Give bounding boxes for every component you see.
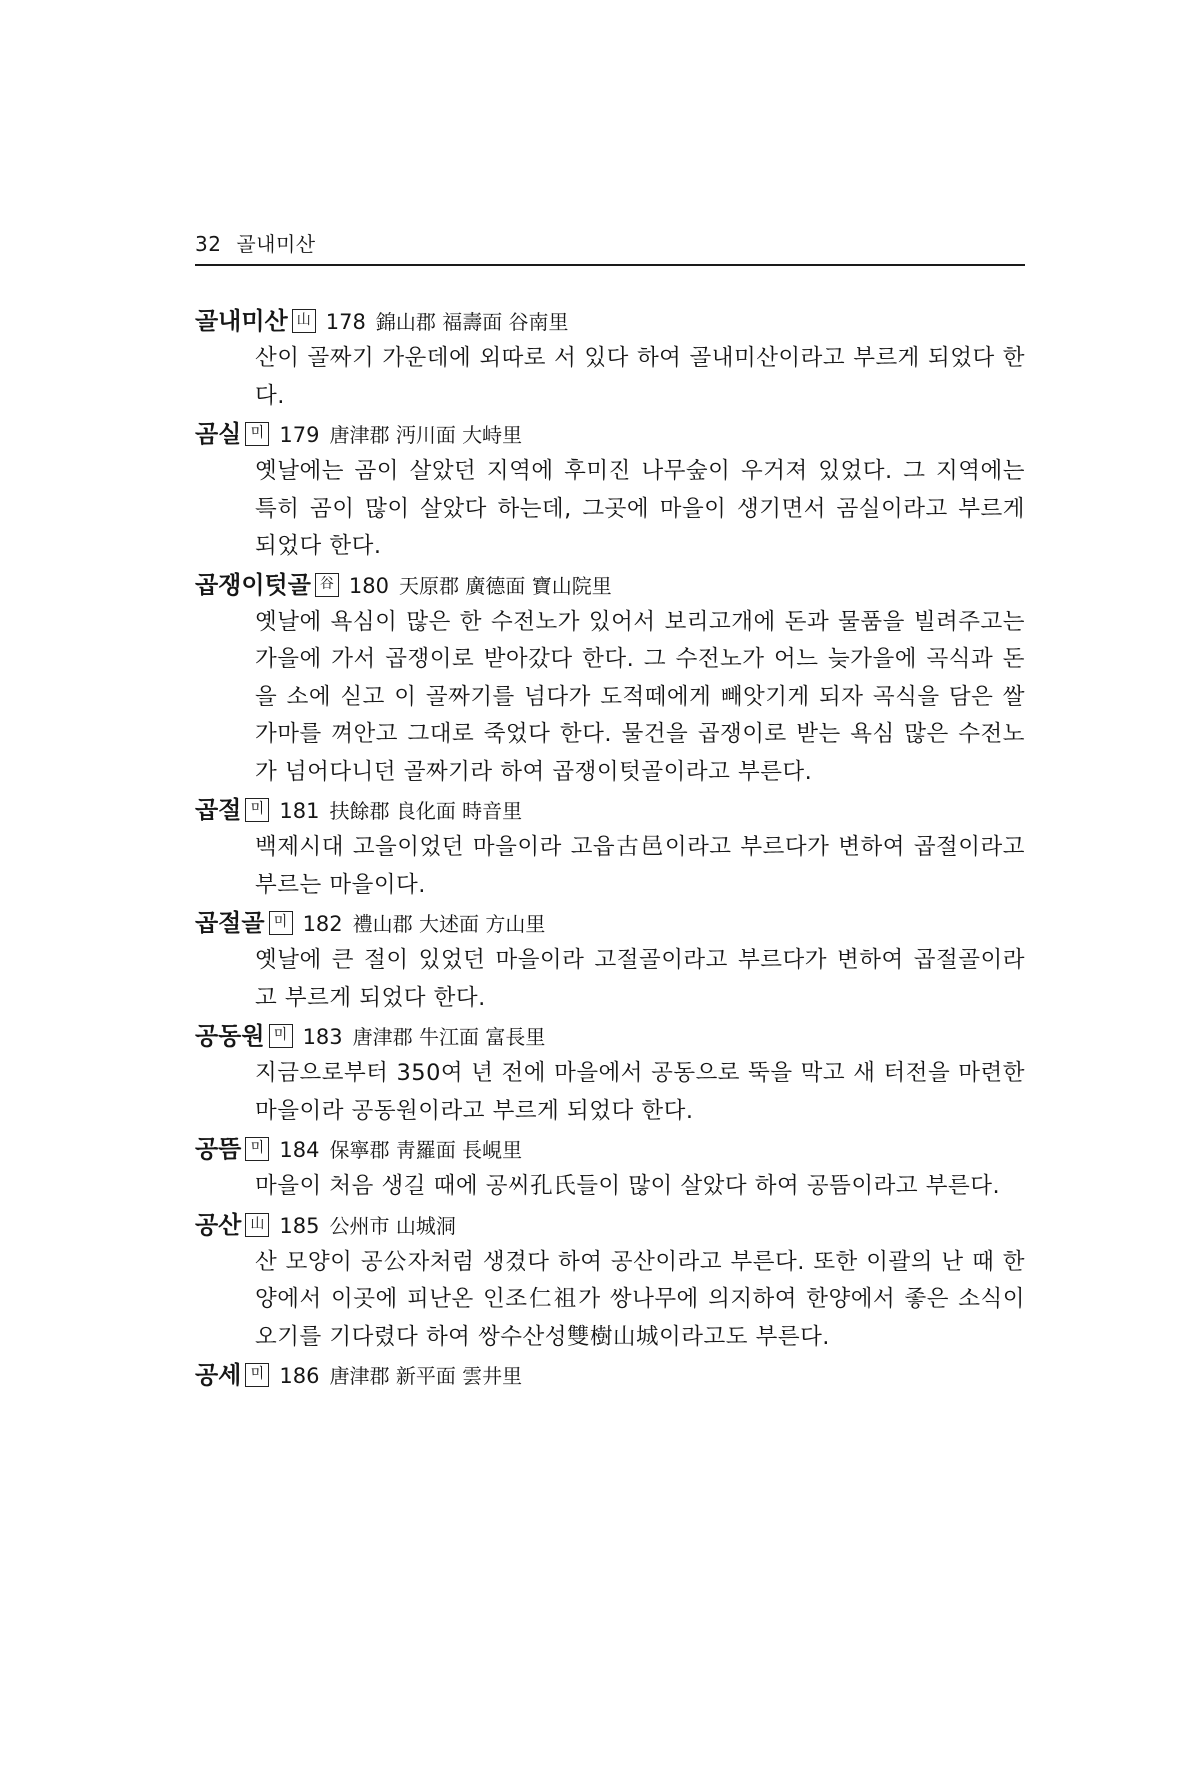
entry-headline (195, 302, 1035, 340)
entry-term: 곰실 (195, 420, 242, 448)
entry-description: 옛날에는 곰이 살았던 지역에 후미진 나무숲이 우거져 있었다. 그 지역에는 특히 곰이 많이 살았다 하는데, 그곳에 마을이 생기면서 곰실이라고 부르게 되었다 한다. (255, 458, 1025, 559)
dictionary-entry (195, 1206, 1035, 1357)
entry-number: 185 (279, 1213, 320, 1238)
dictionary-entry (195, 1130, 1035, 1206)
entry-description: 산이 골짜기 가운데에 외따로 서 있다 하여 골내미산이라고 부르게 되었다 한다. (255, 345, 1025, 409)
entry-list (195, 302, 1035, 1394)
entry-location: 禮山郡 大述面 方山里 (352, 912, 546, 936)
header-rule (195, 264, 1025, 266)
entry-number: 183 (302, 1025, 343, 1049)
category-mark: 미 (245, 1137, 269, 1161)
entry-number: 181 (279, 799, 320, 823)
entry-location: 唐津郡 新平面 雲井里 (329, 1364, 523, 1388)
entry-location: 唐津郡 牛江面 富長里 (352, 1025, 546, 1049)
entry-number: 178 (325, 310, 366, 334)
entry-description: 백제시대 고을이었던 마을이라 고읍古邑이라고 부르다가 변하여 곱절이라고 부르는 마을이다. (255, 834, 1025, 898)
category-mark: 미 (245, 1363, 269, 1387)
dictionary-entry (195, 302, 1035, 415)
entry-description: 지금으로부터 350여 년 전에 마을에서 공동으로 뚝을 막고 새 터전을 마련한 마을이라 공동원이라고 부르게 되었다 한다. (255, 1060, 1025, 1124)
entry-headline (195, 904, 1035, 942)
entry-location: 公州市 山城洞 (329, 1213, 456, 1238)
entry-location: 保寧郡 靑羅面 長峴里 (329, 1138, 523, 1162)
entry-headline (195, 415, 1035, 453)
running-head (195, 228, 316, 257)
category-mark: 谷 (315, 573, 339, 597)
entry-term: 공동원 (195, 1022, 265, 1050)
entry-description: 옛날에 큰 절이 있었던 마을이라 고절골이라고 부르다가 변하여 곱절골이라고 부르게 되었다 한다. (255, 947, 1025, 1011)
entry-term: 공산 (195, 1210, 242, 1239)
entry-number: 180 (348, 573, 390, 598)
category-mark: 미 (269, 1024, 293, 1048)
entry-term: 곱쟁이텃골 (195, 570, 311, 599)
entry-term: 골내미산 (195, 307, 288, 335)
dictionary-entry (195, 1356, 1035, 1394)
entry-description: 옛날에 욕심이 많은 한 수전노가 있어서 보리고개에 돈과 물품을 빌려주고는 가을에 가서 곱쟁이로 받아갔다 한다. 그 수전노가 어느 늦가을에 곡식과 돈을 소에 싣고 이 골짜기를 넘다가 도적떼에게 빼앗기게 되자 곡식을 담은 쌀가마를 껴안고 그대로 죽었다 한다. 물건을 곱쟁이로 받는 욕심 많은 수전노가 넘어다니던 골짜기라 하여 곱쟁이텃골이라고 부른다. (255, 608, 1025, 785)
category-mark: 미 (245, 798, 269, 822)
entry-number: 184 (279, 1138, 320, 1162)
entry-headline (195, 1206, 1035, 1244)
dictionary-entry (195, 566, 1035, 792)
entry-headline (195, 791, 1035, 829)
entry-headline (195, 1017, 1035, 1055)
entry-number: 182 (302, 912, 343, 936)
entry-headline (195, 1130, 1035, 1168)
entry-location: 扶餘郡 良化面 時音里 (329, 799, 523, 823)
category-mark: 미 (269, 911, 293, 935)
entry-location: 唐津郡 沔川面 大峙里 (329, 423, 523, 447)
entry-location: 天原郡 廣德面 寶山院里 (399, 573, 612, 598)
entry-number: 186 (279, 1364, 320, 1388)
entry-term: 곱절골 (195, 909, 265, 937)
entry-term: 공뜸 (195, 1135, 242, 1163)
entry-location: 錦山郡 福壽面 谷南里 (375, 310, 569, 334)
running-title: 골내미산 (236, 232, 316, 256)
entry-number: 179 (279, 423, 320, 447)
dictionary-entry (195, 904, 1035, 1017)
entry-description: 마을이 처음 생길 때에 공씨孔氏들이 많이 살았다 하여 공뜸이라고 부른다. (255, 1173, 1001, 1199)
dictionary-entry (195, 791, 1035, 904)
entry-headline (195, 1356, 1035, 1394)
entry-description: 산 모양이 공公자처럼 생겼다 하여 공산이라고 부른다. 또한 이괄의 난 때 한양에서 이곳에 피난온 인조仁祖가 쌍나무에 의지하여 한양에서 좋은 소식이 오기를 기다렸다 하여 쌍수산성雙樹山城이라고도 부른다. (255, 1248, 1025, 1350)
category-mark: 山 (292, 309, 316, 333)
dictionary-entry (195, 415, 1035, 566)
page-number: 32 (195, 232, 222, 256)
entry-headline (195, 566, 1035, 604)
category-mark: 미 (245, 422, 269, 446)
dictionary-entry (195, 1017, 1035, 1130)
entry-term: 곱절 (195, 796, 242, 824)
entry-term: 공세 (195, 1361, 242, 1389)
category-mark: 山 (245, 1213, 269, 1237)
